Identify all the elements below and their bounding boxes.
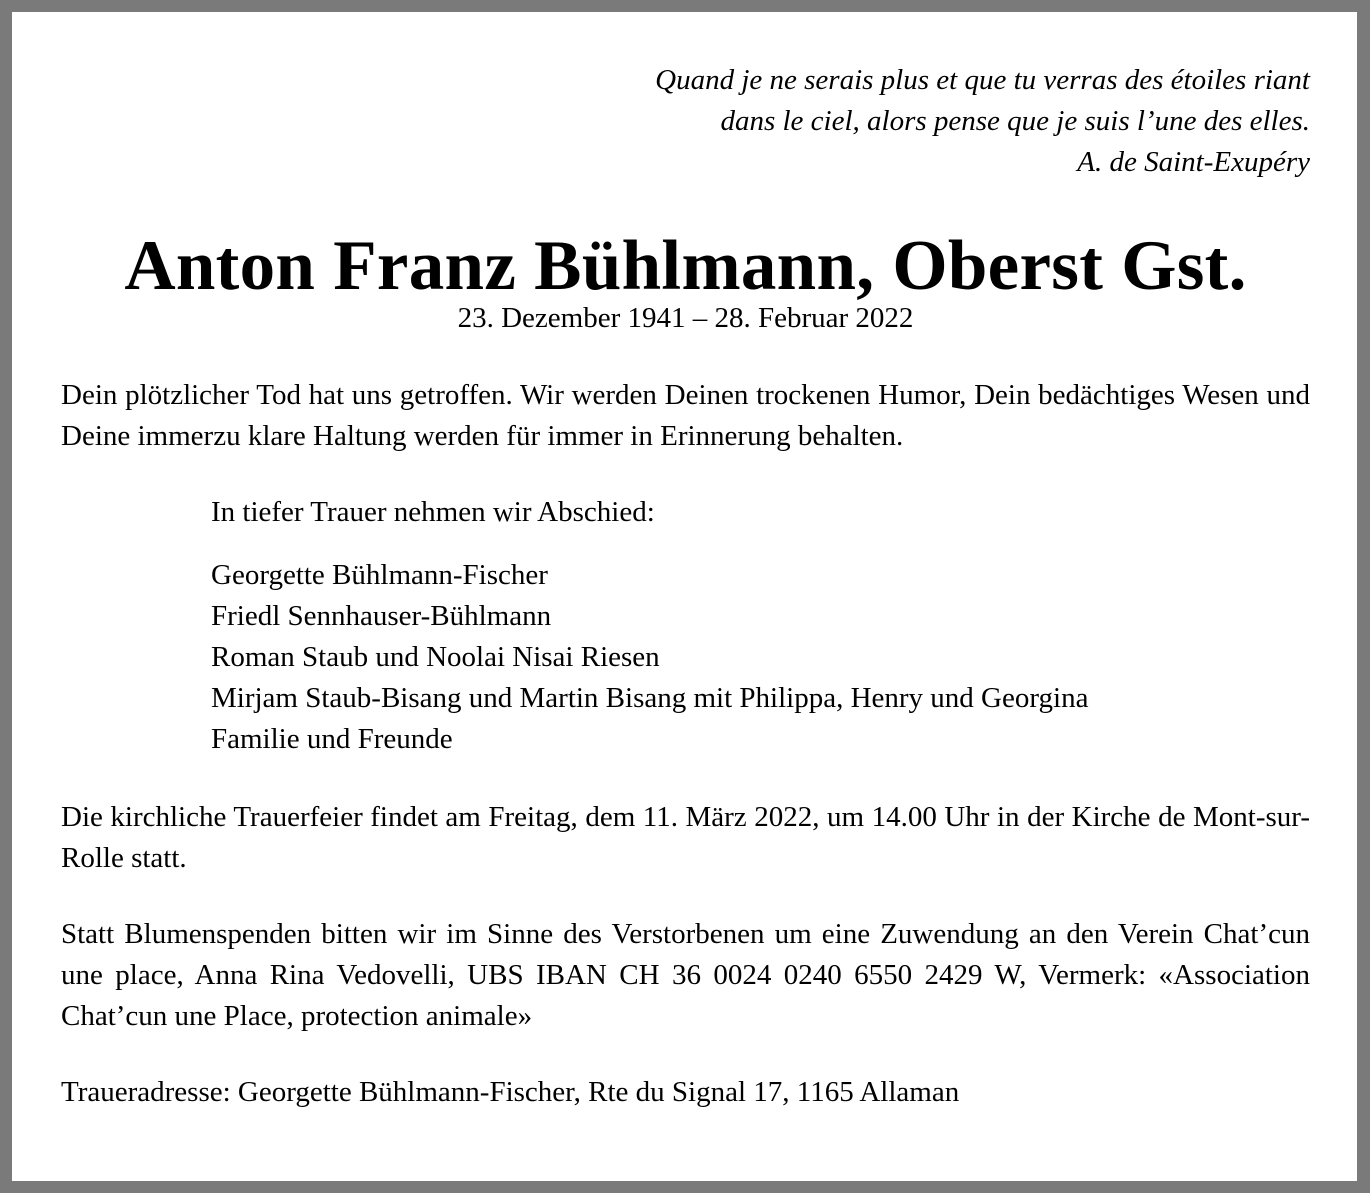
epigraph-quote [61, 60, 1310, 183]
service-paragraph: Die kirchliche Trauerfeier findet am Freitag, dem 11. März 2022, um 14.00 Uhr in der Kirche de Mont-sur-Rolle statt. [61, 801, 1310, 874]
quote-author: A. de Saint-Exupéry [1077, 146, 1310, 178]
mourners-intro: In tiefer Trauer nehmen wir Abschied: [211, 496, 655, 528]
obituary-page [12, 12, 1357, 1181]
mourner-name: Friedl Sennhauser-Bühlmann [211, 600, 552, 632]
donation-paragraph: Statt Blumenspenden bitten wir im Sinne des Verstorbenen um eine Zuwendung an den Verein Chat’cun une place, Anna Rina Vedovelli, UBS IBAN CH 36 0024 0240 6550 2429 W, Vermerk: «Association Chat’cun une Place, protection animale» [61, 918, 1310, 1032]
obituary-content [61, 60, 1310, 1113]
mourners-list [211, 555, 1310, 760]
quote-line: dans le ciel, alors pense que je suis l’une des elles. [720, 105, 1310, 137]
mourning-address: Traueradresse: Georgette Bühlmann-Fischer, Rte du Signal 17, 1165 Allaman [61, 1076, 960, 1108]
quote-line: Quand je ne serais plus et que tu verras des étoiles riant [655, 64, 1310, 96]
mourners-section [211, 492, 1310, 760]
deceased-name: Anton Franz Bühlmann, Oberst Gst. [124, 227, 1247, 305]
mourner-name: Familie und Freunde [211, 723, 453, 755]
tribute-paragraph: Dein plötzlicher Tod hat uns getroffen. Wir werden Deinen trockenen Humor, Dein bedächtiges Wesen und Deine immerzu klare Haltung werden für immer in Erinnerung behalten. [61, 379, 1310, 452]
life-dates: 23. Dezember 1941 – 28. Februar 2022 [457, 302, 914, 334]
mourner-name: Mirjam Staub-Bisang und Martin Bisang mit Philippa, Henry und Georgina [211, 682, 1089, 714]
mourner-name: Roman Staub und Noolai Nisai Riesen [211, 641, 660, 673]
mourner-name: Georgette Bühlmann-Fischer [211, 559, 548, 591]
